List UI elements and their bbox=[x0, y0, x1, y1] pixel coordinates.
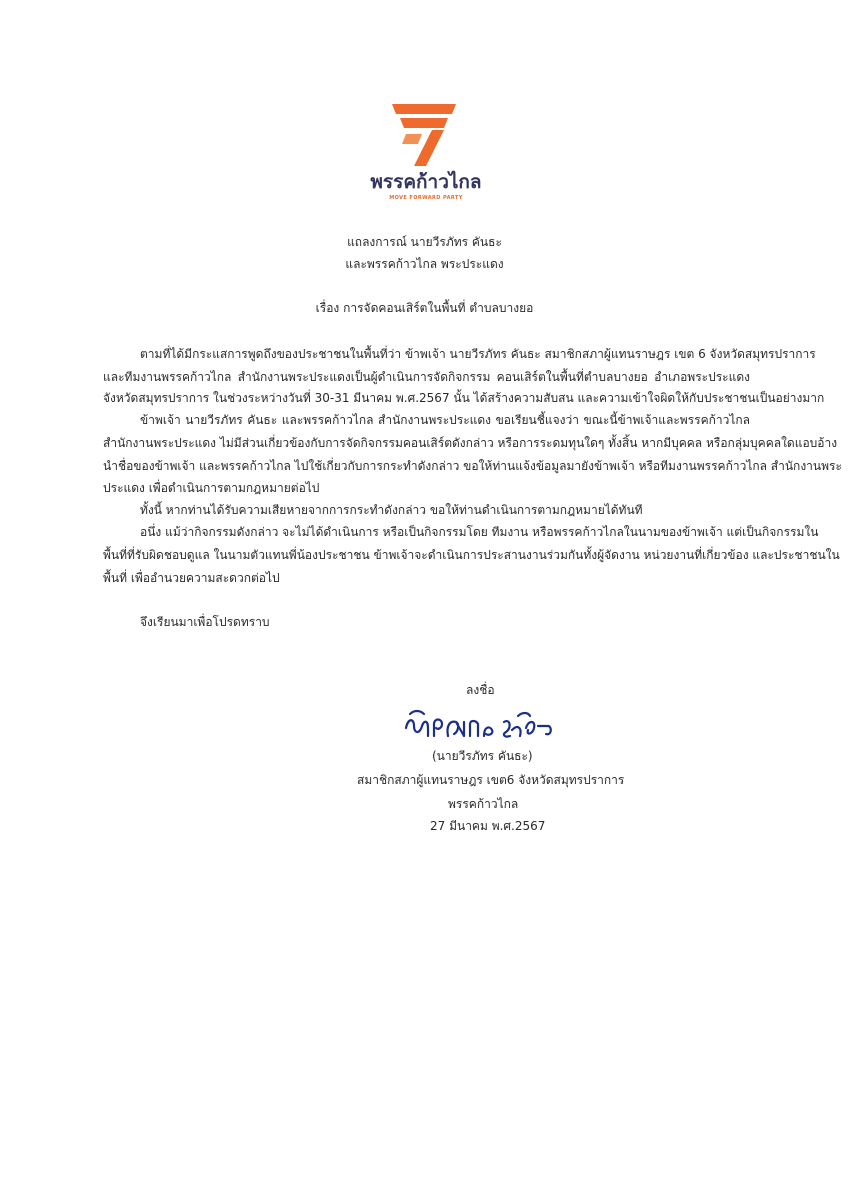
paragraph-1-line: ตามที่ได้มีกระแสการพูดถึงของประชาชนในพื้นที่ว่า ข้าพเจ้า นายวีรภัทร คันธะ สมาชิกสภาผู้แทนราษฎร เขต 6 จังหวัดสมุทรปราการ bbox=[140, 347, 816, 361]
paragraph-4-line: พื้นที่ที่รับผิดชอบดูแล ในนามตัวแทนพี่น้องประชาชน ข้าพเจ้าจะดำเนินการประสานงานร่วมกันทั้งผู้จัดงาน หน่วยงานที่เกี่ยวข้อง และประชาชนใน bbox=[103, 548, 840, 562]
party-logo bbox=[366, 104, 486, 208]
paragraph-2-line: นำชื่อของข้าพเจ้า และพรรคก้าวไกล ไปใช้เกี่ยวกับการกระทำดังกล่าว ขอให้ท่านแจ้งข้อมูลมายังข้าพเจ้า หรือทีมงานพรรคก้าวไกล สำนักงานพระ bbox=[103, 459, 842, 473]
signature-label: ลงชื่อ bbox=[466, 683, 495, 697]
handwritten-signature bbox=[400, 706, 560, 742]
paragraph-4-line: พื้นที่ เพื่ออำนวยความสะดวกต่อไป bbox=[103, 571, 280, 585]
signatory-position: สมาชิกสภาผู้แทนราษฎร เขต6 จังหวัดสมุทรปราการ bbox=[357, 773, 625, 787]
paragraph-2-line: สำนักงานพระประแดง ไม่มีส่วนเกี่ยวข้องกับการจัดกิจกรรมคอนเสิร์ตดังกล่าว หรือการระดมทุนใดๆ ทั้งสิ้น หากมีบุคคล หรือกลุ่มบุคคลใดแอบอ้าง bbox=[103, 436, 838, 450]
paragraph-4-line: อนึ่ง แม้ว่ากิจกรรมดังกล่าว จะไม่ได้ดำเนินการ หรือเป็นกิจกรรมโดย ทีมงาน หรือพรรคก้าวไกลในนามของข้าพเจ้า แต่เป็นกิจกรรมใน bbox=[140, 525, 819, 539]
move-forward-logo-icon bbox=[392, 104, 456, 166]
closing-line: จึงเรียนมาเพื่อโปรดทราบ bbox=[140, 615, 270, 629]
subject-line: เรื่อง การจัดคอนเสิร์ตในพื้นที่ ตำบลบางยอ bbox=[315, 301, 534, 315]
announcement-date: 27 มีนาคม พ.ศ.2567 bbox=[430, 819, 546, 833]
logo-party-name: พรรคก้าวไกล bbox=[370, 171, 482, 193]
paragraph-1-line: จังหวัดสมุทรปราการ ในช่วงระหว่างวันที่ 30-31 มีนาคม พ.ศ.2567 นั้น ได้สร้างความสับสน และความเข้าใจผิดให้กับประชาชนเป็นอย่างมาก bbox=[103, 391, 825, 405]
paragraph-3-line: ทั้งนี้ หากท่านได้รับความเสียหายจากการกระทำดังกล่าว ขอให้ท่านดำเนินการตามกฎหมายได้ทันที bbox=[140, 503, 643, 517]
paragraph-2-line: ประแดง เพื่อดำเนินการตามกฎหมายต่อไป bbox=[103, 481, 320, 495]
announcement-title-line-2: และพรรคก้าวไกล พระประแดง bbox=[345, 257, 504, 271]
signatory-name: (นายวีรภัทร คันธะ) bbox=[432, 749, 533, 763]
logo-party-subtitle: MOVE FORWARD PARTY bbox=[389, 195, 463, 201]
announcement-title-line-1: แถลงการณ์ นายวีรภัทร คันธะ bbox=[347, 235, 502, 249]
signatory-party: พรรคก้าวไกล bbox=[448, 797, 519, 811]
paragraph-1-line: และทีมงานพรรคก้าวไกล สำนักงานพระประแดงเป็นผู้ดำเนินการจัดกิจกรรม คอนเสิร์ตในพื้นที่ตำบลบางยอ อำเภอพระประแดง bbox=[103, 370, 750, 384]
paragraph-2-line: ข้าพเจ้า นายวีรภัทร คันธะ และพรรคก้าวไกล สำนักงานพระประแดง ขอเรียนชี้แจงว่า ขณะนี้ข้าพเจ้าและพรรคก้าวไกล bbox=[140, 413, 750, 427]
